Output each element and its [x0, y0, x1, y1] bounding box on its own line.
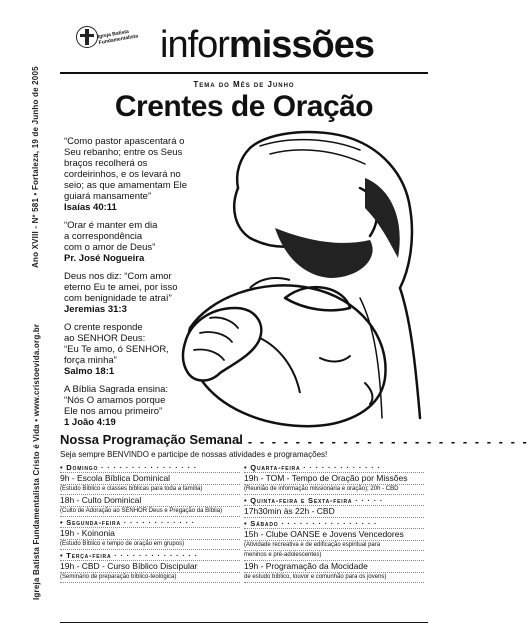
quote-reference: Isaías 40:11	[64, 202, 117, 213]
theme-subtitle: Tema do Mês de Junho	[193, 80, 295, 89]
quote	[64, 271, 214, 315]
edition-line: Ano XVIII - Nº 581 • Fortaleza, 19 de Junho de 2005	[31, 66, 40, 268]
program-column-left	[60, 462, 240, 583]
quote-text: O crente responde ao SENHOR Deus: “Eu Te amo, ó SENHOR, força minha”	[64, 322, 169, 366]
header-rule	[60, 72, 428, 74]
quote-text: “Orar é manter em dia a correspondência com o amor de Deus”	[64, 220, 158, 253]
schedule-note: (Seminário de preparação bíblico-teológica)	[60, 573, 240, 583]
schedule-item: 18h - Culto Dominical	[60, 495, 240, 507]
schedule-item: 19h - Programação da Mocidade	[244, 561, 424, 573]
quote-reference: 1 João 4:19	[64, 417, 116, 428]
schedule-note: (Reunião de informação missionária e oração); 20h - CBD	[244, 485, 424, 495]
program-title-dashes: - - - - - - - - - - - - - - - - - - - - - - - - - -	[224, 434, 529, 449]
schedule-note: (Estudo Bíblico e tempo de oração em grupos)	[60, 540, 240, 550]
logo-cross-icon	[85, 29, 89, 45]
quote-reference: Salmo 18:1	[64, 366, 115, 377]
program-title: Nossa Programação Semanal	[60, 432, 243, 447]
schedule-note: (Estudo Bíblico e classes bíblicas para toda a família)	[60, 485, 240, 495]
quote-text: “Como pastor apascentará o Seu rebanho; entre os Seus braços recolherá os cordeirinhos, e os levará no seio; as que amamentam Ele guiará mansamente”	[64, 136, 188, 202]
quote-reference: Pr. José Nogueira	[64, 253, 145, 264]
schedule-day: • Sábado · · · · · · · · · · · · · · · ·	[244, 519, 424, 529]
church-logo	[58, 22, 146, 62]
program-columns	[60, 462, 428, 622]
schedule-day: • Segunda-feira · · · · · · · · · · · ·	[60, 518, 240, 528]
schedule-item: 17h30min às 22h - CBD	[244, 506, 424, 518]
quote	[64, 384, 214, 428]
quote	[64, 322, 214, 377]
schedule-note: (Culto de Adoração ao SENHOR Deus e Pregação da Bíblia)	[60, 507, 240, 517]
quote	[64, 220, 214, 264]
quote-reference: Jeremias 31:3	[64, 304, 127, 315]
masthead-bold: missões	[228, 24, 375, 66]
church-website-line: Igreja Batista Fundamentalista Cristo é Vida • www.cristoevida.org.br	[32, 323, 41, 600]
schedule-item: 19h - TOM - Tempo de Oração por Missões	[244, 473, 424, 485]
schedule-item: 19h - Koinonia	[60, 528, 240, 540]
schedule-day: • Quinta-feira e Sexta-feira · · · · ·	[244, 496, 424, 506]
schedule-note: de estudo bíblico, louvor e comunhão para os jovens)	[244, 573, 424, 583]
program-intro: Seja sempre BENVINDO e participe de nossas atividades e programações!	[60, 450, 328, 459]
quote	[64, 136, 214, 213]
schedule-note: meninos e pré-adolescentes)	[244, 551, 424, 561]
schedule-day: • Terça-feira · · · · · · · · · · · · · ·	[60, 551, 240, 561]
masthead-light: infor	[160, 24, 229, 66]
schedule-item: 19h - CBD - Curso Bíblico Discipular	[60, 561, 240, 573]
schedule-item: 15h - Clube OANSE e Jovens Vencedores	[244, 529, 424, 541]
schedule-item: 9h - Escola Bíblica Dominical	[60, 473, 240, 485]
schedule-day: • Domingo · · · · · · · · · · · · · · · ·	[60, 463, 240, 473]
masthead	[160, 24, 374, 67]
schedule-note: (Atividade recreativa e de edificação espiritual para	[244, 541, 424, 551]
logo-text: Igreja Batista Fundamentalista	[97, 28, 139, 47]
program-column-right	[244, 462, 424, 583]
quote-text: Deus nos diz: “Com amor eterno Eu te amei, por isso com benignidade te atraí”	[64, 271, 178, 304]
quote-text: A Bíblia Sagrada ensina: “Nós O amamos porque Ele nos amou primeiro”	[64, 384, 169, 417]
bottom-rule	[60, 622, 428, 623]
quotes-column	[64, 136, 214, 435]
schedule-day: • Quarta-feira · · · · · · · · · · · · ·	[244, 463, 424, 473]
theme-title: Crentes de Oração	[114, 90, 374, 123]
